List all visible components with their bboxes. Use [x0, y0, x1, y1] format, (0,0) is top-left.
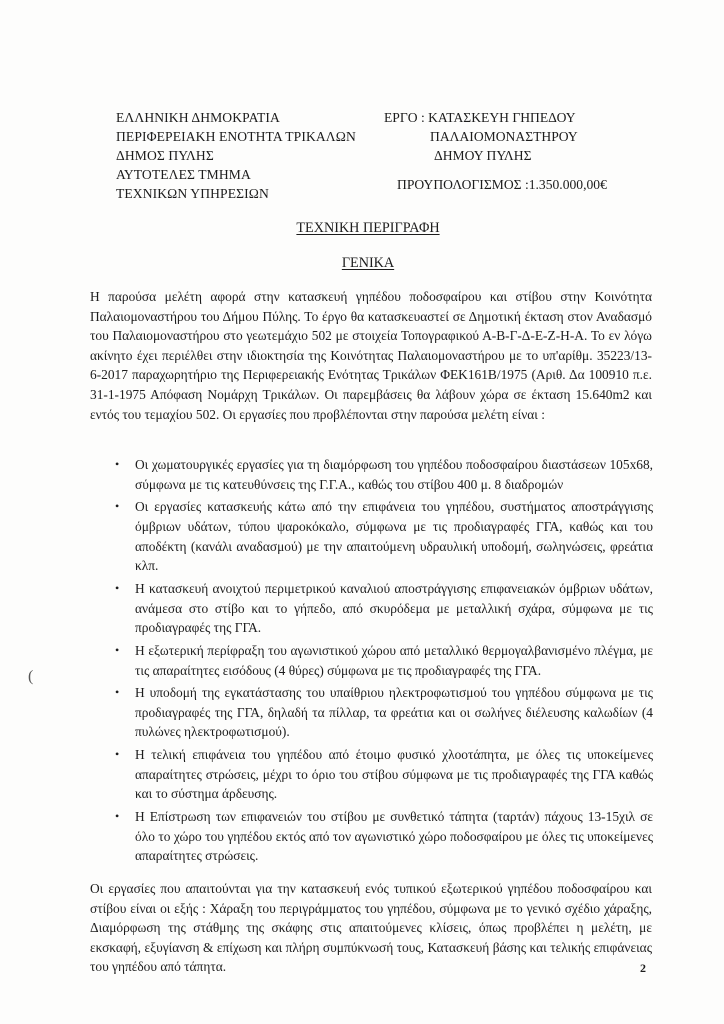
- list-item-text: Οι εργασίες κατασκευής κάτω από την επιφάνεια του γηπέδου, συστήματος αποστράγγισης όμβριων υδάτων, τύπου ψαροκόκαλο, σύμφωνα με τις προδιαγραφές ΓΓΑ, καθώς και του αποδέκτη (κανάλι αναδασμού) με την απαιτούμενη υδραυλική υποδομή, σωληνώσεις, φρεάτια κλπ.: [135, 499, 653, 574]
- bullet-icon: •: [115, 685, 120, 700]
- margin-mark: (: [28, 668, 34, 685]
- list-item: [113, 579, 653, 638]
- list-item-text: Η κατασκευή ανοιχτού περιμετρικού καναλιού αποστράγγισης επιφανειακών όμβριων υδάτων, ανάμεσα στο στίβο και το γήπεδο, από σκυρόδεμα με μεταλλική σχάρα, σύμφωνα με τις προδιαγραφές της ΓΓΑ.: [135, 580, 653, 636]
- list-item: [113, 641, 653, 680]
- project-block: [384, 108, 684, 165]
- bullet-icon: •: [115, 580, 120, 595]
- section-heading: ΓΕΝΙΚΑ: [341, 255, 395, 271]
- project-title-line: ΕΡΓΟ : ΚΑΤΑΣΚΕΥΗ ΓΗΠΕΔΟΥ: [384, 110, 576, 125]
- list-item-text: Η τελική επιφάνεια του γηπέδου από έτοιμο φυσικό χλοοτάπητα, με όλες τις υποκείμενες απαραίτητες στρώσεις, μέχρι το όριο του στίβου σύμφωνα με τις προδιαγραφές της ΓΓΑ καθώς και το σύστημα άρδευσης.: [135, 747, 653, 802]
- list-item: [113, 455, 653, 494]
- intro-paragraph: Η παρούσα μελέτη αφορά στην κατασκευή γηπέδου ποδοσφαίρου και στίβου στην Κοινότητα Παλαιομοναστήρου του Δήμου Πύλης. Το έργο θα κατασκευαστεί σε Δημοτική έκταση στον Αναδασμό του Παλαιομοναστήρου στο γεωτεμάχιο 502 με στοιχεία Τοπογραφικού Α-Β-Γ-Δ-Ε-Ζ-Η-Α. Το εν λόγω ακίνητο έχει περιέλθει στην ιδιοκτησία της Κοινότητας Παλαιομοναστήρου με το υπ'αρίθμ. 35223/13-6-2017 παραχωρητήριο της Περιφερειακής Ενότητας Τρικάλων ΦΕΚ161Β/1975 (Αριθ. Δα 100910 π.ε. 31-1-1975 Απόφαση Νομάρχη Τρικάλων. Οι παρεμβάσεις θα λάβουν χώρα σε έκταση 15.640m2 και εντός του τεμαχίου 502. Οι εργασίες που προβλέπονται στην παρούσα μελέτη είναι :: [90, 289, 652, 422]
- bullet-icon: •: [115, 642, 120, 657]
- issuer-line: ΑΥΤΟΤΕΛΕΣ ΤΜΗΜΑ: [116, 167, 251, 182]
- issuer-line: ΔΗΜΟΣ ΠΥΛΗΣ: [116, 148, 214, 163]
- works-list: [113, 455, 653, 869]
- budget-line: ΠΡΟΥΠΟΛΟΓΙΣΜΟΣ :1.350.000,00€: [397, 177, 607, 192]
- issuer-line: ΕΛΛΗΝΙΚΗ ΔΗΜΟΚΡΑΤΙΑ: [116, 110, 280, 125]
- issuer-line: ΠΕΡΙΦΕΡΕΙΑΚΗ ΕΝΟΤΗΤΑ ΤΡΙΚΑΛΩΝ: [116, 129, 356, 144]
- list-item: [113, 683, 653, 742]
- list-item-text: Η υποδομή της εγκατάστασης του υπαίθριου ηλεκτροφωτισμού του γηπέδου σύμφωνα με τις προδιαγραφές της ΓΓΑ, δηλαδή τα πίλλαρ, τα φρεάτια και οι σωλήνες διέλευσης καλωδίων (4 πυλώνες ηλεκτροφωτισμού).: [135, 685, 653, 740]
- issuer-line: ΤΕΧΝΙΚΩΝ ΥΠΗΡΕΣΙΩΝ: [116, 186, 269, 201]
- list-item-text: Η Επίστρωση των επιφανειών του στίβου με συνθετικό τάπητα (ταρτάν) πάχους 13-15χιλ σε όλο το χώρο του γηπέδου εκτός από τον αγωνιστικό χώρο ποδοσφαίρου με όλες τις υποκείμενες απαραίτητες στρώσεις.: [135, 809, 653, 864]
- list-item-text: Οι χωματουργικές εργασίες για τη διαμόρφωση του γηπέδου ποδοσφαίρου διαστάσεων 105x68, σύμφωνα με τις κατευθύνσεις της Γ.Γ.Α., καθώς του στίβου 400 μ. 8 διαδρομών: [135, 457, 653, 492]
- list-item: [113, 745, 653, 804]
- project-title-line: ΠΑΛΑΙΟΜΟΝΑΣΤΗΡΟΥ: [430, 129, 578, 144]
- issuer-block: [116, 108, 356, 203]
- page-number: 2: [640, 961, 646, 975]
- bullet-icon: •: [115, 457, 120, 471]
- bullet-icon: •: [115, 809, 120, 824]
- document-title: ΤΕΧΝΙΚΗ ΠΕΡΙΓΡΑΦΗ: [296, 220, 440, 236]
- list-item: [113, 497, 653, 575]
- bullet-icon: •: [115, 747, 120, 762]
- project-title-line: ΔΗΜΟΥ ΠΥΛΗΣ: [434, 148, 532, 163]
- list-item: [113, 807, 653, 866]
- list-item-text: Η εξωτερική περίφραξη του αγωνιστικού χώρου από μεταλλικό θερμογαλβανισμένο πλέγμα, με τις απαραίτητες εισόδους (4 θύρες) σύμφωνα με τις προδιαγραφές της ΓΓΑ.: [135, 642, 653, 678]
- bullet-icon: •: [115, 499, 120, 514]
- closing-paragraph: Οι εργασίες που απαιτούνται για την κατασκευή ενός τυπικού εξωτερικού γηπέδου ποδοσφαίρου και στίβου είναι οι εξής : Χάραξη του περιγράμματος του γηπέδου, σύμφωνα με το γενικό σχέδιο χάραξης, Διαμόρφωση της στάθμης της σκάφης στις απαιτούμενες κλίσεις, όπως προβλέπει η μελέτη, με εκσκαφή, εξυγίανση & επίχωση και πλήρη συμπύκνωσή τους, Κατασκευή βάσης και τελικής επιφάνειας του γηπέδου από τάπητα.: [90, 881, 652, 975]
